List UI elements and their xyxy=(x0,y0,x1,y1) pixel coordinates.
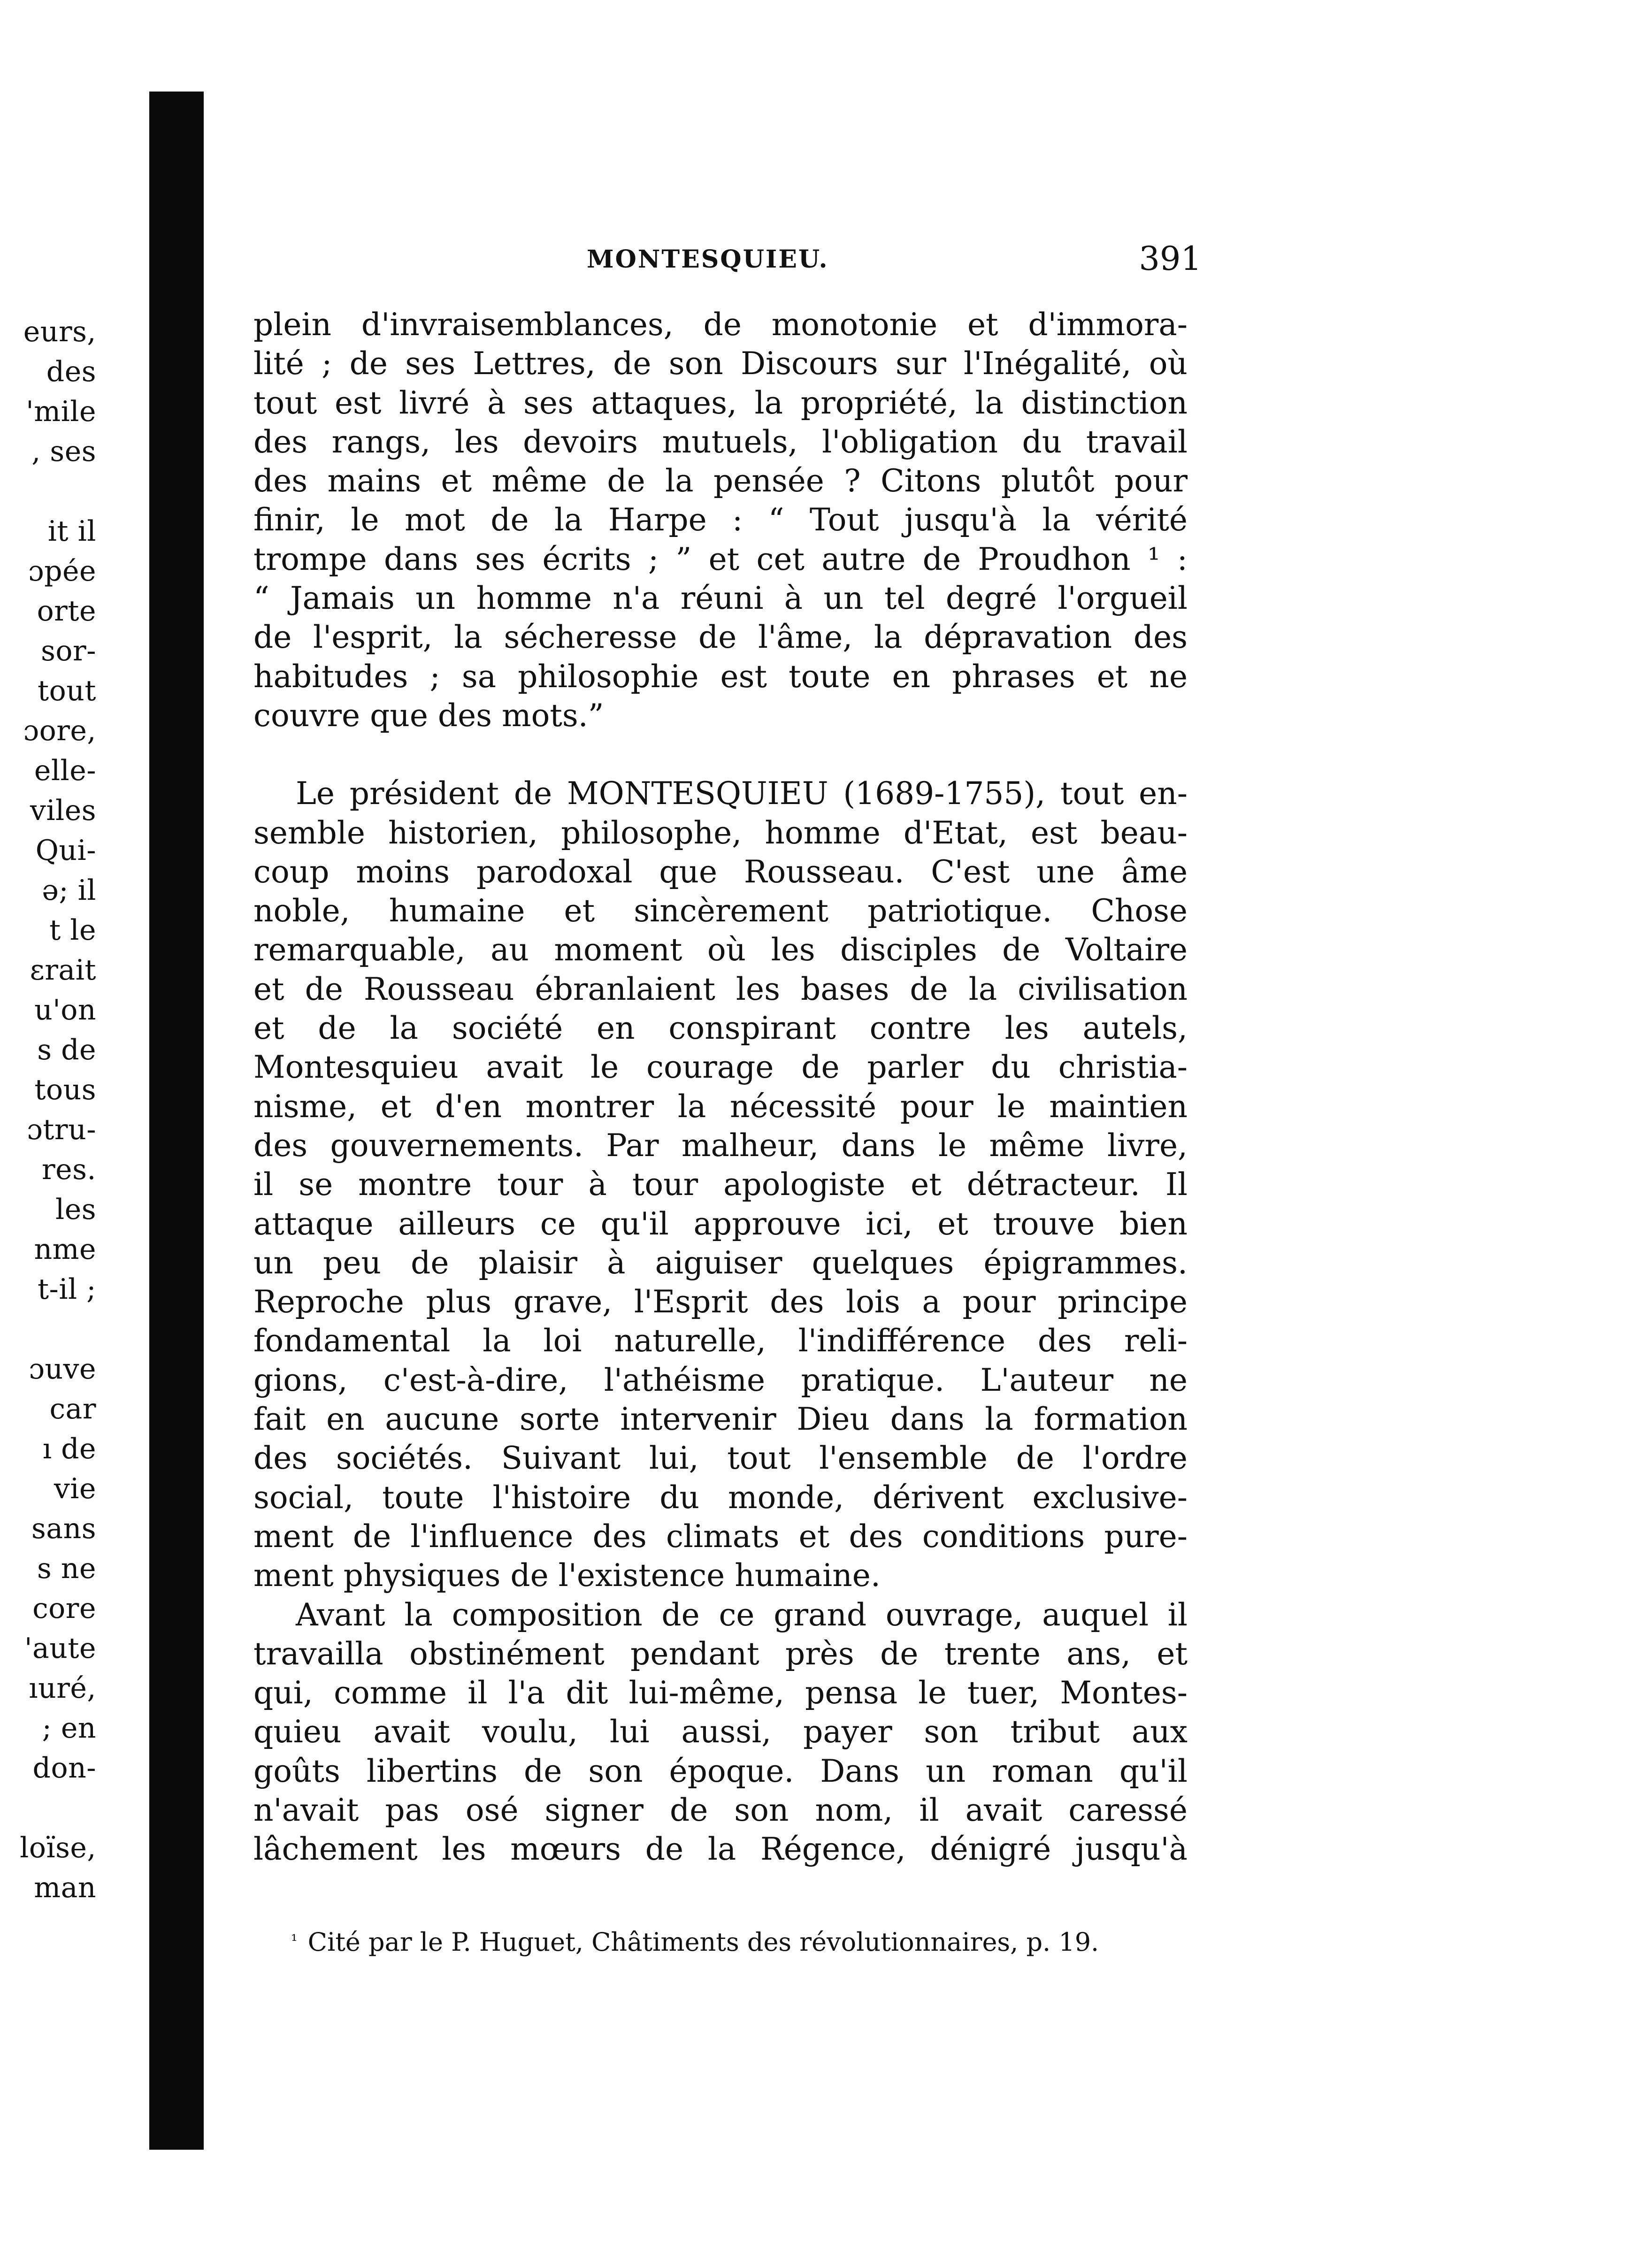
facing-page-fragment: it il xyxy=(47,515,96,548)
text-line: plein d'invraisemblances, de monotonie et d'immora- xyxy=(253,306,1188,343)
text-line: semble historien, philosophe, homme d'Etat, est beau- xyxy=(253,814,1188,851)
page-number: 391 xyxy=(1139,239,1202,278)
footnote-text: Cité par le P. Huguet, Châtiments des révolutionnaires, p. 19. xyxy=(307,1927,1099,1957)
facing-page-fragment: loïse, xyxy=(20,1831,96,1864)
text-line: Avant la composition de ce grand ouvrage, auquel il xyxy=(296,1596,1188,1633)
facing-page-fragment: ɔore, xyxy=(23,714,96,747)
facing-page-fragment: s de xyxy=(37,1034,96,1066)
page-header xyxy=(253,239,1202,282)
text-line: quieu avait voulu, lui aussi, payer son tribut aux xyxy=(253,1714,1188,1750)
text-line: lité ; de ses Lettres, de son Discours sur l'Inégalité, où xyxy=(253,345,1188,382)
facing-page-fragment: t-il ; xyxy=(37,1273,96,1306)
facing-page-fragment: elle- xyxy=(34,754,96,787)
facing-page-fragment: 'mile xyxy=(26,395,96,428)
facing-page-fragment: des xyxy=(46,355,96,388)
text-line: travailla obstinément pendant près de trente ans, et xyxy=(253,1635,1188,1672)
facing-page-fragment: ɛrait xyxy=(30,954,96,987)
text-line: des rangs, les devoirs mutuels, l'obligation du travail xyxy=(253,423,1188,460)
text-line: gions, c'est-à-dire, l'athéisme pratique. L'auteur ne xyxy=(253,1362,1188,1398)
text-line: lâchement les mœurs de la Régence, dénigré jusqu'à xyxy=(253,1831,1188,1868)
text-line: habitudes ; sa philosophie est toute en phrases et ne xyxy=(253,658,1188,695)
text-line: goûts libertins de son époque. Dans un roman qu'il xyxy=(253,1753,1188,1789)
text-line: Montesquieu avait le courage de parler du christia- xyxy=(253,1049,1188,1086)
paragraph-gap xyxy=(253,735,1188,774)
text-line: il se montre tour à tour apologiste et détracteur. Il xyxy=(253,1166,1188,1203)
text-line: de l'esprit, la sécheresse de l'âme, la dépravation des xyxy=(253,619,1188,656)
facing-page-fragment: car xyxy=(49,1393,96,1425)
text-line: et de Rousseau ébranlaient les bases de la civilisation xyxy=(253,971,1188,1007)
text-line: fait en aucune sorte intervenir Dieu dans la formation xyxy=(253,1401,1188,1438)
facing-page-fragment: viles xyxy=(30,794,96,827)
facing-page-fragment: ɔuve xyxy=(29,1353,96,1386)
text-line: coup moins parodoxal que Rousseau. C'est une âme xyxy=(253,853,1188,890)
text-line: attaque ailleurs ce qu'il approuve ici, et trouve bien xyxy=(253,1205,1188,1242)
facing-page-fragment: tous xyxy=(34,1073,96,1106)
facing-page-fragment: ǝ; il xyxy=(42,874,96,907)
facing-page-fragment: core xyxy=(32,1592,96,1625)
facing-page-fragment: orte xyxy=(37,595,96,628)
facing-page-fragment: Qui- xyxy=(35,834,96,867)
facing-page-fragment: eurs, xyxy=(23,315,96,348)
text-line: “ Jamais un homme n'a réuni à un tel degré l'orgueil xyxy=(253,580,1188,617)
footnote xyxy=(291,1924,1183,1959)
facing-page-fragment: ɔtru- xyxy=(27,1113,96,1146)
text-line: des gouvernements. Par malheur, dans le même livre, xyxy=(253,1127,1188,1164)
facing-page-fragment: vie xyxy=(54,1472,96,1505)
binding-gutter-shadow xyxy=(149,92,204,2150)
text-line: des mains et même de la pensée ? Citons plutôt pour xyxy=(253,463,1188,499)
text-line: couvre que des mots.” xyxy=(253,697,604,734)
text-line: des sociétés. Suivant lui, tout l'ensemble de l'ordre xyxy=(253,1440,1188,1477)
facing-page-fragment: nme xyxy=(34,1233,96,1266)
facing-page-fragment: sor- xyxy=(41,635,96,667)
text-line: social, toute l'histoire du monde, dérivent exclusive- xyxy=(253,1479,1188,1516)
text-line: qui, comme il l'a dit lui-même, pensa le tuer, Montes- xyxy=(253,1675,1188,1711)
facing-page-fragment: les xyxy=(55,1193,96,1226)
text-line: et de la société en conspirant contre les autels, xyxy=(253,1010,1188,1047)
facing-page-fragment: ıuré, xyxy=(29,1672,96,1705)
facing-page-fragment: ı de xyxy=(42,1433,96,1465)
text-line: Reproche plus grave, l'Esprit des lois a pour principe xyxy=(253,1284,1188,1320)
facing-page-fragment: u'on xyxy=(34,994,96,1027)
facing-page-fragment: tout xyxy=(38,674,96,707)
facing-page-fragment: 'aute xyxy=(24,1632,96,1665)
facing-page-fragment: res. xyxy=(41,1153,96,1186)
footnote-marker: ¹ xyxy=(291,1931,298,1950)
text-line: noble, humaine et sincèrement patriotique. Chose xyxy=(253,893,1188,929)
facing-page-fragment: t le xyxy=(49,914,96,947)
text-line: Le président de MONTESQUIEU (1689-1755), tout en- xyxy=(296,775,1188,812)
text-line: trompe dans ses écrits ; ” et cet autre de Proudhon ¹ : xyxy=(253,541,1188,577)
facing-page-fragment: man xyxy=(34,1871,96,1904)
running-head: MONTESQUIEU. xyxy=(587,245,829,274)
facing-page-fragment: , ses xyxy=(31,435,96,468)
facing-page-fragment: don- xyxy=(32,1752,96,1785)
text-line: ment de l'influence des climats et des conditions pure- xyxy=(253,1518,1188,1555)
facing-page-fragment: sans xyxy=(31,1512,96,1545)
text-line: nisme, et d'en montrer la nécessité pour le maintien xyxy=(253,1088,1188,1125)
facing-page-fragment: ɔpée xyxy=(28,555,96,588)
text-line: remarquable, au moment où les disciples de Voltaire xyxy=(253,932,1188,968)
text-line: finir, le mot de la Harpe : “ Tout jusqu'à la vérité xyxy=(253,502,1188,538)
text-line: fondamental la loi naturelle, l'indifférence des reli- xyxy=(253,1323,1188,1359)
facing-page-fragment: ; en xyxy=(42,1712,96,1745)
text-line: tout est livré à ses attaques, la propriété, la distinction xyxy=(253,384,1188,421)
body-text xyxy=(253,305,1188,1869)
text-line: n'avait pas osé signer de son nom, il avait caressé xyxy=(253,1792,1188,1828)
facing-page-fragment: s ne xyxy=(37,1552,96,1585)
text-line: un peu de plaisir à aiguiser quelques épigrammes. xyxy=(253,1244,1188,1281)
text-line: ment physiques de l'existence humaine. xyxy=(253,1557,881,1594)
